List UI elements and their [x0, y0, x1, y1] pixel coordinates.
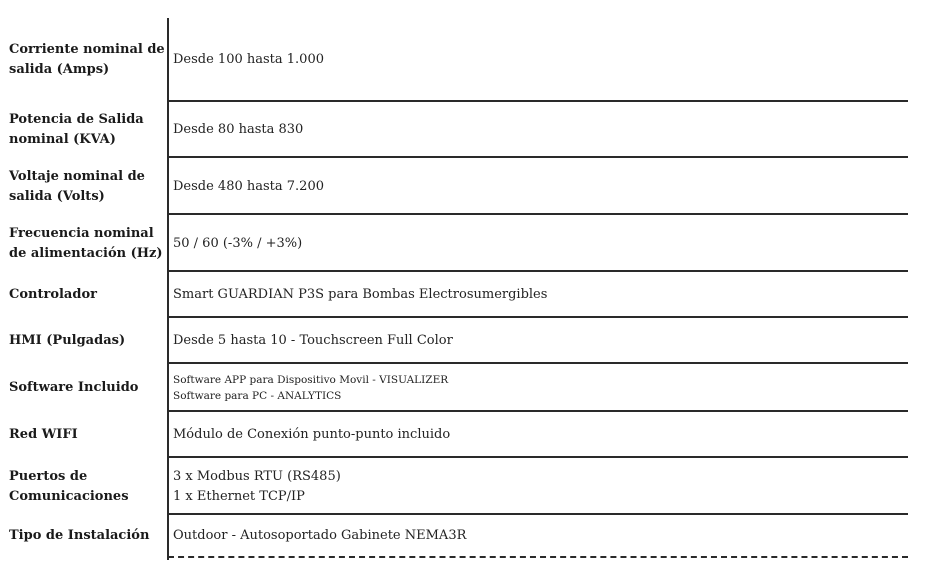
spec-row-controller	[0, 272, 908, 318]
spec-value	[168, 467, 341, 507]
spec-label: HMI (Pulgadas)	[9, 333, 126, 348]
spec-value: Desde 80 hasta 830	[173, 122, 304, 137]
spec-value: Desde 100 hasta 1.000	[173, 52, 324, 67]
spec-value: Módulo de Conexión punto-punto incluido	[173, 427, 451, 442]
spec-value	[168, 372, 448, 404]
spec-label: Potencia de Salida nominal (KVA)	[9, 112, 144, 147]
spec-value-line: Software APP para Dispositivo Movil - VISUALIZER	[173, 374, 449, 386]
spec-value: Smart GUARDIAN P3S para Bombas Electrosumergibles	[173, 287, 548, 302]
spec-row-output-voltage	[0, 158, 908, 215]
spec-label: Frecuencia nominal de alimentación (Hz)	[9, 225, 163, 261]
spec-value: 50 / 60 (-3% / +3%)	[173, 235, 303, 251]
spec-row-hmi	[0, 318, 908, 364]
spec-label: Red WIFI	[9, 427, 78, 442]
spec-label: Tipo de Instalación	[9, 528, 150, 543]
spec-value-line: 1 x Ethernet TCP/IP	[173, 488, 305, 504]
table-bottom-dashed-rule	[168, 556, 908, 558]
spec-row-installation	[0, 515, 908, 557]
spec-label: Voltaje nominal de salida (Volts)	[9, 168, 145, 204]
spec-label: Corriente nominal de salida (Amps)	[9, 42, 165, 77]
spec-row-output-power	[0, 102, 908, 158]
spec-value-line: 3 x Modbus RTU (RS485)	[173, 468, 341, 484]
spec-label: Software Incluido	[9, 380, 139, 395]
spec-row-software	[0, 364, 908, 412]
spec-label: Puertos de Comunicaciones	[9, 468, 129, 504]
spec-row-wifi	[0, 412, 908, 458]
spec-value-line: Software para PC - ANALYTICS	[173, 390, 342, 402]
spec-row-input-frequency	[0, 215, 908, 272]
spec-label: Controlador	[9, 287, 97, 302]
spec-row-comm-ports	[0, 458, 908, 515]
spec-row-output-current	[0, 18, 908, 102]
spec-value: Desde 5 hasta 10 - Touchscreen Full Color	[173, 333, 453, 348]
spec-value: Outdoor - Autosoportado Gabinete NEMA3R	[173, 528, 467, 543]
spec-value: Desde 480 hasta 7.200	[173, 178, 324, 194]
